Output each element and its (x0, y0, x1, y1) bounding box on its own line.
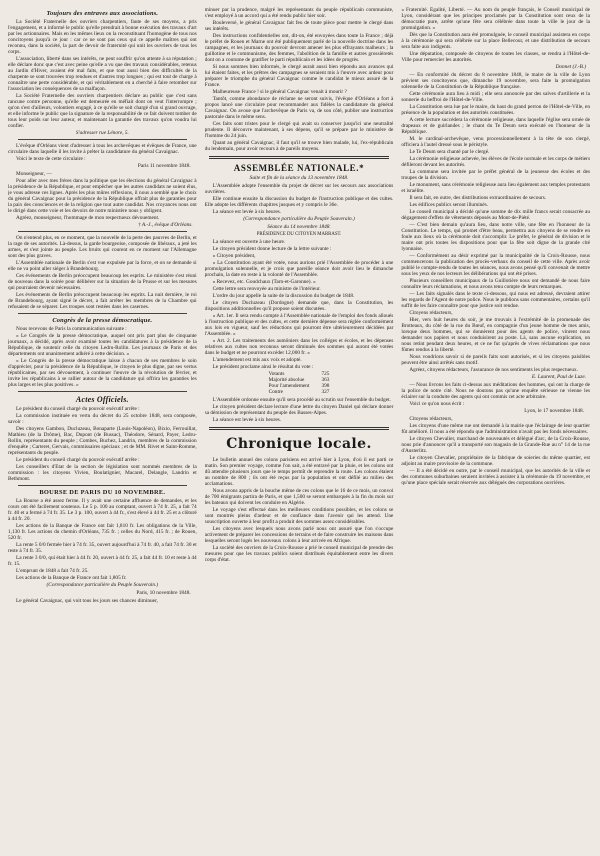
article-heading: Congrès de la presse démocratique. (52, 317, 153, 324)
paragraph: Nous avons appris de la bouche même de ces colons que le 16 de ce mois, un convoi de 700 émigrants partira de Paris, et que 1,500 se seront embarqués à la fin du mois sur les bateaux qui doivent les conduire en Algérie. (204, 488, 394, 506)
paragraph: Nous voudrions savoir si de pareils faits sont autorisés, et si les citoyens paisibles peuvent être ainsi arrêtés sans motif. (401, 354, 591, 366)
paragraph: Les actions de la Banque de France ont fait 1,805 fr. (16, 575, 127, 581)
paragraph: Voici ce qu'on nous écrit : (409, 401, 465, 407)
table-cell: Majorité absolue (268, 377, 305, 383)
paragraph: Les événements de Berlin préoccupent beaucoup les esprits. La nuit dernière, le roi de Brandebourg, ayant signé le décret, a fait arrêter les membres de la Chambre qui refusaient de se séparer. Les troupes sont restées dans les casernes. (8, 292, 197, 310)
divider (18, 391, 187, 392)
section-subheading: (Correspondance particulière du Peuple Souverain.) (46, 582, 159, 588)
paragraph: La Constitution sera lue par le maire, du haut du grand perron de l'Hôtel-de-Ville, en présence de la population et des autorités constituées. (401, 104, 591, 116)
paragraph: Dès que la Constitution aura été promulguée, le conseil municipal assistera en corps à la cérémonie qui sera célébrée sur la place Bellecour, et une distribution de secours sera faite aux indigents. (401, 32, 591, 50)
paragraph: Les actions de la Banque de France ont fait 1,810 fr. Les obligations de la Ville, 1,130 fr. Les actions du chemin d'Orléans, 735 fr. ; celles du Nord, 415 fr. ; de Rouen, 520 fr. (8, 523, 197, 541)
paragraph: L'Assemblée adopte l'ensemble du projet de décret sur les secours aux associations ouvrières. (204, 183, 394, 195)
paragraph: Le citoyen Chevalier, propriétaire de la fabrique de soieries du même quartier, est adjoint au maire provisoire de la commune. (401, 455, 591, 467)
divider (18, 139, 187, 140)
vote-result-table (263, 371, 336, 395)
article-heading: Toujours des entraves aux associations. (46, 10, 159, 17)
paragraph: La commission instituée en vertu du décret du 25 octobre 1848, sera composée, savoir : (8, 413, 197, 425)
paragraph: Bouleversé, le général Cavaignac fait feu de toute pièce pour mettre le clergé dans ses intérêts. (204, 20, 394, 32)
paragraph: La cérémonie religieuse achevée, les élèves de l'école normale et les corps de métiers défileront devant les autorités. (401, 156, 591, 168)
paragraph: Une députation, composée de citoyens de toutes les classes, se rendra à l'Hôtel-de-Ville pour remercier les autorités. (401, 51, 591, 63)
paragraph: La rente 3 0/0, qui était hier à 44 fr. 20, ouvert à 44 fr. 25, a fait 44 fr. 10 et reste à 44 fr. 15. (8, 555, 197, 567)
paragraph: S'adresser rue Lénore, 5. (75, 130, 129, 136)
paragraph: L'amendement est mis aux voix et adopté. (212, 357, 302, 363)
table-cell: 398 (321, 383, 330, 389)
paragraph: « Art. 1er. Il sera rendu compte à l'Assemblée nationale de l'emploi des fonds alloués à l'instruction publique et des cultes, et cette dernière dépense sera réglée conformément aux lois en vigueur, sauf les réductions qui pourront être ultérieurement décidées par l'Assemblée. » (204, 313, 394, 337)
paragraph: Tantôt, comme abondance de réclame ne seront suivis, l'évêque d'Orléans a fort à propos lancé une circulaire pour recommander aux fidèles la candidature du général Cavaignac. On avoue que l'archevêque de Paris va, de son côté, publier une instruction pastorale dans le même sens. (204, 96, 394, 120)
paragraph: Le président du conseil chargé du pouvoir exécutif arrête : (16, 406, 140, 412)
paragraph: M. le cardinal-archevêque, venu processionnellement à la tête de son clergé, officiera à l'autel dressé sous le péristyle. (401, 136, 591, 148)
paragraph: « Recevez, etc. Goudchaux (Tarn-et-Garonne). » (212, 279, 316, 285)
dateline: Lyon, le 17 novembre 1848. (524, 408, 585, 414)
paragraph: La rente 5 0/0 fermée hier à 74 fr. 35, ouvert aujourd'hui à 74 fr. 40, a fait 74 fr. 30 et reste à 74 fr. 35. (8, 542, 197, 554)
paragraph: « Le Congrès de la presse démocratique laisse à chacun de ses membres le soin d'apprécier, pour la présidence de la République, le citoyen le plus digne, par ses vertus républicaines, par ses dévouement, à continuer l'œuvre de la révolution de février, et invite les républicains à se rallier autour de la candidature qui offrira les garanties les plus larges et les plus positives. » (8, 358, 197, 388)
paragraph: Voici le texte de cette circulaire : (16, 156, 86, 162)
paragraph: La commune sera invitée par le préfet général de la jeunesse des écoles et des troupes de la division. (401, 169, 591, 181)
divider (18, 231, 187, 232)
paragraph: « Le Congrès de la presse démocratique, auquel ont pris part plus de cinquante journaux, a décidé, après avoir examiné toutes les candidatures à la présidence de la République, de soutenir celle du citoyen Ledru-Rollin. Les journaux de Paris et des départements ont unanimement adhéré à cette décision. » (8, 333, 197, 357)
paragraph: Plusieurs conseillers municipaux de la Guillotière nous ont demandé de nous faire connaître leurs réclamations, et nous avons tenu compte de leurs remarques. (401, 278, 591, 290)
paragraph: Hier, vers huit heures du soir, je me trouvais à l'extrémité de la promenade des Brotteaux, du côté de la rue du Bœuf, en compagnie d'un jeune homme de mes amis, lorsque deux hommes, qui se donnèrent pour des agents de police, vinrent nous demander nos papiers et nous conduisirent au poste. Là, sans aucune explication, on nous retint pendant deux heures, et ce ne fut qu'après de vives réclamations que nous fûmes rendus à la liberté. (401, 317, 591, 353)
paragraph: « Citoyen président, (212, 253, 256, 259)
paragraph: Citoyens rédacteurs, (409, 310, 453, 316)
paragraph: — Conformément au désir exprimé par la municipalité de la Croix-Rousse, nous commencerons la publication des procès-verbaux du conseil de cette ville. Après avoir publié le compte-rendu de toutes les séances, nous avons pensé qu'il convenait de mettre sous les yeux de nos lecteurs les délibérations qui ont été prises. (401, 253, 591, 277)
paragraph: Les citoyens d'une même rue ont demandé à la mairie que l'éclairage de leur quartier fût amélioré. Il nous a été répondu que l'administration n'avait pas les fonds nécessaires. (401, 423, 591, 435)
paragraph: Le citoyen Ducluzeau (Dordogne) demande que, dans la Constitution, les dispositions additionnelles qu'il propose soient discutées. (204, 300, 394, 312)
table-cell: Contre (268, 389, 284, 395)
paragraph: Citoyens rédacteurs, (409, 416, 453, 422)
paragraph: — Les faits signalés dans le texte ci-dessous, qui nous est adressé, devraient attirer les regards de l'Agent de notre police. Nous le publions sans commentaires, certains qu'il suffit de les faire connaître pour que justice soit rendue. (401, 291, 591, 309)
paragraph: Le voyage s'est effectué dans les meilleures conditions possibles, et les colons se sont montrés pleins d'ardeur et de confiance dans l'avenir qui les attend. Une souscription ouverte à leur profit a produit des sommes assez considérables. (204, 507, 394, 525)
paragraph: Les édifices publics seront illuminés. (409, 202, 489, 208)
dateline: Paris 11 novembre 1848. (137, 163, 191, 169)
column-2 (205, 7, 396, 842)
paragraph: L'association, liberté dans ses intérêts, ne peut souffrir qu'on attente à sa réputation ; elle déclare donc que c'est avec peine qu'elle a vu que des travaux considérables, retenus au Jardin d'Hiver, avaient été mal faits, et que tout aussi bien des difficultés de la charpente se sont trouvées trop rendues et d'autres trop longues ; qui est tout de charge à connaître une perte considérable, et qui véritablement en a cherché à faire retomber sur l'association les conséquences de sa malfaçon. (8, 56, 197, 92)
newspaper-page (8, 7, 592, 842)
paragraph: Le Te Deum sera chanté par le clergé. (409, 149, 490, 155)
paragraph: Pour aller avec mes frères dans la politique que les élections du général Cavaignac à la présidence de la République, et pour empêcher que les autres candidats ne soient élus, je vous adresse ces lignes. Après les plus mûres réflexions, il nous a semblé que le choix du général Cavaignac pour la présidence de la République offrait plus de garanties pour la paix des consciences et de la religion que tout autre candidat. Nos croyances nous ont le dirigé dans cette voie et les devoirs de notre ministère nous y obligent. (8, 178, 197, 214)
paragraph: Agréez, citoyens rédacteurs, l'assurance de nos sentiments les plus respectueux. (409, 367, 578, 373)
section-subheading: Suite et fin de la séance du 13 novembre 1848. (249, 175, 349, 181)
paragraph: Agréez, monseigneur, l'hommage de mon respectueux dévouement. (16, 215, 160, 221)
paragraph: Quant au général Cavaignac, il faut qu'il se trouve bien malade, lui, l'ex-républicain du lendemain, pour avoir recours à de pareils moyens. (204, 140, 394, 152)
paragraph: Monseigneur, — (16, 171, 52, 177)
paragraph: L'emprunt de 1848 a fait 74 fr. 25. (16, 568, 89, 574)
paragraph: L'Assemblée ordonne ensuite qu'il sera procédé au scrutin sur l'ensemble du budget. (212, 397, 391, 403)
paragraph: La Bourse a été assez ferme. Il y avait une certaine affluence de demandes, et les cours ont été facilement soutenus. Le 5 p. 100 au comptant, ouvert à 74 fr. 25, a fait 74 fr. 40 et a fermé à 74 fr. 35. Le 3 p. 100, ouvert à 44 fr., s'est élevé à 44 fr. 25 et a clôturé à 44 fr. 20. (8, 498, 197, 522)
paragraph: — Il a été décidé en outre, par le conseil municipal, que les autorités de la ville et des communes suburbaines seraient invitées à assister à la cérémonie du 19 novembre, et qu'une place spéciale serait réservée aux délégués des corporations ouvrières. (401, 468, 591, 486)
table-cell: 327 (321, 389, 330, 395)
section-heading: Chronique locale. (226, 436, 372, 452)
paragraph: Les citoyens avec lesquels nous avons parlé nous ont assuré que l'on s'occupe activement de préparer les concessions de terrains et de faire construire les maisons dans lesquelles seront logés les nouveaux colons à leur arrivée en Afrique. (204, 526, 394, 544)
paragraph: Le général Cavaignac, qui voit tous les jours ses chances diminuer, (16, 598, 158, 604)
signature: Donnet (J.-B.) (555, 64, 587, 70)
paragraph: Cette lettre sera renvoyée au ministre de l'intérieur. (212, 286, 321, 292)
table-cell: Pour l'amendement (268, 383, 310, 389)
paragraph: On n'entend plus, en ce moment, que la nouvelle de la perte des pauvres de Berlin, et la rage de ses autorités. Là-dessus, la garde bourgeoise, composée de libéraux, a jeté les armes, et s'est jointe au peuple. Les bruits qui courent en ce moment sur l'Allemagne sont des plus graves. (8, 235, 197, 259)
paragraph: Le président proclame ainsi le résultat du vote : (212, 364, 314, 370)
paragraph: La société des ouvriers de la Croix-Rousse a prié le conseil municipal de prendre des mesures pour que les travaux publics soient distribués équitablement entre les divers corps d'état. (204, 545, 394, 563)
paragraph: Malheureuse France ! si le général Cavaignac venait à mourir ? (212, 89, 347, 95)
paragraph: La séance est levée à six heures. (212, 417, 282, 423)
table-row (263, 389, 336, 395)
paragraph: — Nous livrons les faits ci-dessus aux méditations des hommes, qui ont la charge de la police de notre cité. Nous ne doutons pas qu'une enquête sérieuse ne vienne les éclairer sur la conduite des agents qui ont commis cet acte arbitraire. (401, 382, 591, 400)
signature: † A.-J., évêque d'Orléans. (137, 222, 193, 228)
section-subheading: Séance du 14 novembre 1848. (267, 224, 331, 230)
paragraph: Des citoyens Gambon, Ducluzeau, Bonaparte (Louis-Napoléon), Bixio, Ferrouillat, Mathieu (de la Drôme), Bac, Dupont (de Bussac), Théodore, Sénard, Payer, Ledru-Rollin, représentants du peuple ; Combes, Buchez, Landrin, membres de la commission d'enquête ; Carteret, Gervais, commissaires spéciaux ; et de MM. Rivet et Saint-Romme, représentants du peuple. (8, 426, 197, 456)
paragraph: « Art. 2. Les traitements des aumôniers dans les colléges et écoles, et les dépenses relatives aux cultes non reconnus seront diminués des sommes qui auront été votées dans le budget et ne pourront excéder 12,000 fr. » (204, 338, 394, 356)
article-heading: Actes Officiels. (75, 395, 129, 404)
article-heading: BOURSE DE PARIS DU 10 NOVEMBRE. (39, 489, 166, 496)
paragraph: Il sera fait, en outre, des distributions extraordinaires de secours. (409, 195, 547, 201)
section-heading: ASSEMBLÉE NATIONALE.* (233, 163, 365, 173)
dateline: Paris, 10 novembre 1848. (136, 590, 191, 596)
table-cell: Votants (268, 371, 285, 377)
divider (18, 485, 187, 486)
paragraph: — En conformité du décret du 8 novembre 1848, le maire de la ville de Lyon prévient ses concitoyens que, dimanche 19 novembre, sera faite la promulgation solennelle de la Constitution de la République française. (401, 72, 591, 90)
paragraph: « Fraternité. Égalité, Liberté. — Au nom du peuple français, le Conseil municipal de Lyon, considérant que les principes proclamés par la Constitution sont ceux de la démocratie pure, arrête qu'une fête sera célébrée dans toute la ville le jour de la promulgation. » (401, 7, 591, 31)
paragraph: Le citoyen Chevalier, marchand de nouveautés et délégué d'arc, de la Croix-Rousse, nous prie d'annoncer qu'il a transporté son magasin de la Grande-Rue au n° 14 de la rue d'Austerlitz. (401, 436, 591, 454)
paragraph: La séance est levée à six heures. (212, 209, 282, 215)
paragraph: La séance est ouverte à une heure. (212, 239, 286, 245)
paragraph: minuer par la prudence, malgré les représentants du peuple républicain communiste, s'est employé à un accord qui a été rendu public hier soir. (204, 7, 394, 19)
paragraph: « La Constitution ayant été votée, nous aurions prié l'Assemblée de procéder à une promulgation solennelle, et je crois que pareille séance doit avoir lieu le dimanche prochain, la date en reste à la volonté de l'Assemblée. (204, 260, 394, 278)
paragraph: La Société Fraternelle des ouvriers charpentiers, faute de ses moyens, a pris l'engagement, et a informé le public qu'elle prendrait à bonne exécution des travaux d'art par les actionnaires. Mais en les mêmes lieux on la reconstituant l'homogène de tous nos concitoyens jusqu'à ce jour : car ce ne sont pas ceux qui ce appelle maîtres qui ont reconnu, dans la société, la part de devoir de fraternité qui unit les ouvriers de tous les corps. (8, 19, 197, 55)
paragraph: Nous recevons de Paris la communication suivante : (16, 326, 127, 332)
paragraph: Les conseillers d'Etat de la section de législation sont nommés membres de la commission : les citoyens Vivien, Boulatignier, Macarel, Delangle, Landrin et Bethmont. (8, 464, 197, 482)
paragraph: Si nous sommes bien informés, le clergé aurait aussi bien répondu aux avances qui lui étaient faites, et les prêtres des campagnes se seraient mis à l'œuvre avec ardeur pour préparer le triomphe du général Cavaignac comme le candidat le mieux assuré de la France. (204, 64, 394, 88)
signature: E. Laurent, Paul de Luze. (531, 374, 587, 380)
paragraph: Le monument, sans cérémonie religieuse aura lieu également aux temples protestants et israélite. (401, 182, 591, 194)
paragraph: Des instructions confidentielles ont, dit-on, été envoyées dans toute la France ; déjà le préfet de Rouen et Marne ont été publiquement parlé de la nouvelle doctrine dans les campagnes, et les journaux du pouvoir devront amener les plus effrayants malheurs ; la guillotine et le communisme, des femmes, l'abolition de la famille et autres grossièretés dont on a coutume de gratifier le parti républicain et les idées de progrès. (204, 33, 394, 63)
table-cell: 363 (321, 377, 330, 383)
paragraph: Le citoyen président déclare lecture d'une lettre du citoyen Daniel qui déclare donner sa démission de représentant du peuple des Basses-Alpes. (204, 404, 394, 416)
paragraph: L'ordre du jour appelle la suite de la discussion du budget de 1848. (212, 293, 355, 299)
column-1 (8, 7, 199, 842)
paragraph: Ces événements de Berlin préoccupent beaucoup les esprits. Le ministère s'est réuni de nouveau dans la soirée pour délibérer sur la situation de la Prusse et sur les mesures qui pourraient devenir nécessaires. (8, 273, 197, 291)
divider (18, 313, 187, 314)
paragraph: Le bulletin annuel des colons parisiens est arrivé hier à Lyon, d'où il est parti ce matin. Son premier voyage, comme l'on sait, a été entravé par la pluie, et les colons ont dû attendre plusieurs jours que le temps permît de reprendre la route. Les colons étaient au nombre de 800 ; ils ont été reçus par la population et ont défilé au milieu des acclamations. (204, 457, 394, 487)
paragraph: Elle continue ensuite la discussion du budget de l'instruction publique et des cultes. Elle adopte les différents chapitres jusques et y compris le 36e. (204, 196, 394, 208)
section-subheading: (Correspondance particulière du Peuple Souverain.) (243, 216, 355, 222)
paragraph: La Société Fraternelle des ouvriers charpentiers déclare au public que c'est sans rancune contre personne, qu'elle est demeurée en méfiait dont on veut l'interrompre ; qu'on s'est d'ailleurs, volontiers engagé, à ce qu'elle se soit chargé d'un si grand ouvrage, et elle informe le public que la signature de la responsabilité de ce fait doivent tomber de tous leur poids sur leur auteur, et maintenant la garantie des travaux qu'on voudra lui confier. (8, 93, 197, 129)
paragraph: L'évêque d'Orléans vient d'adresser à tous les archevêques et évêques de France, une circulaire dans laquelle il les invite à prêter la candidature du général Cavaignac. (8, 143, 197, 155)
column-3 (401, 7, 592, 842)
section-subheading: PRÉSIDENCE DU CITOYEN MARRAST. (256, 232, 342, 237)
paragraph: Ces faits sont tristes pour le clergé qui avait su conserver jusqu'ici une neutralité prudente. Il découvre maintenant, à ses dépens, qu'il se prépare par le ministère de l'homme du 24 juin. (204, 121, 394, 139)
paragraph: — C'est bien demain qu'aura lieu, dans notre ville, une fête en l'honneur de la Constitution. Le temps, qui promet d'être beau, permettra aux citoyens de se rendre en foule aux lieux où la cérémonie doit s'accomplir. Le préfet, le général de division et le maire ont pris toutes les dispositions pour que la fête soit digne de la grande cité lyonnaise. (401, 222, 591, 252)
paragraph: Le président du conseil chargé du pouvoir exécutif arrête : (16, 457, 140, 463)
divider (209, 427, 390, 430)
divider (209, 156, 390, 159)
table-cell: 725 (321, 371, 330, 377)
paragraph: L'Assemblée nationale de Berlin s'est vue expulsée par la force, et on se demande si elle ne va point aller siéger à Brandebourg. (8, 260, 197, 272)
paragraph: A cette lecture succédera la cérémonie religieuse, dans laquelle l'église sera ornée de drapeaux et de guirlandes ; le chant du Te Deum sera exécuté en l'honneur de la République. (401, 117, 591, 135)
paragraph: Cette cérémonie aura lieu à midi ; elle sera annoncée par des salves d'artillerie et la sonnerie du beffroi de l'Hôtel-de-Ville. (401, 91, 591, 103)
paragraph: Le conseil municipal a décidé qu'une somme de dix mille francs serait consacrée au dégagement d'effets de vêtements déposés au Mont-de-Piété. (401, 209, 591, 221)
paragraph: Le citoyen président donne lecture de la lettre suivante : (212, 246, 332, 252)
